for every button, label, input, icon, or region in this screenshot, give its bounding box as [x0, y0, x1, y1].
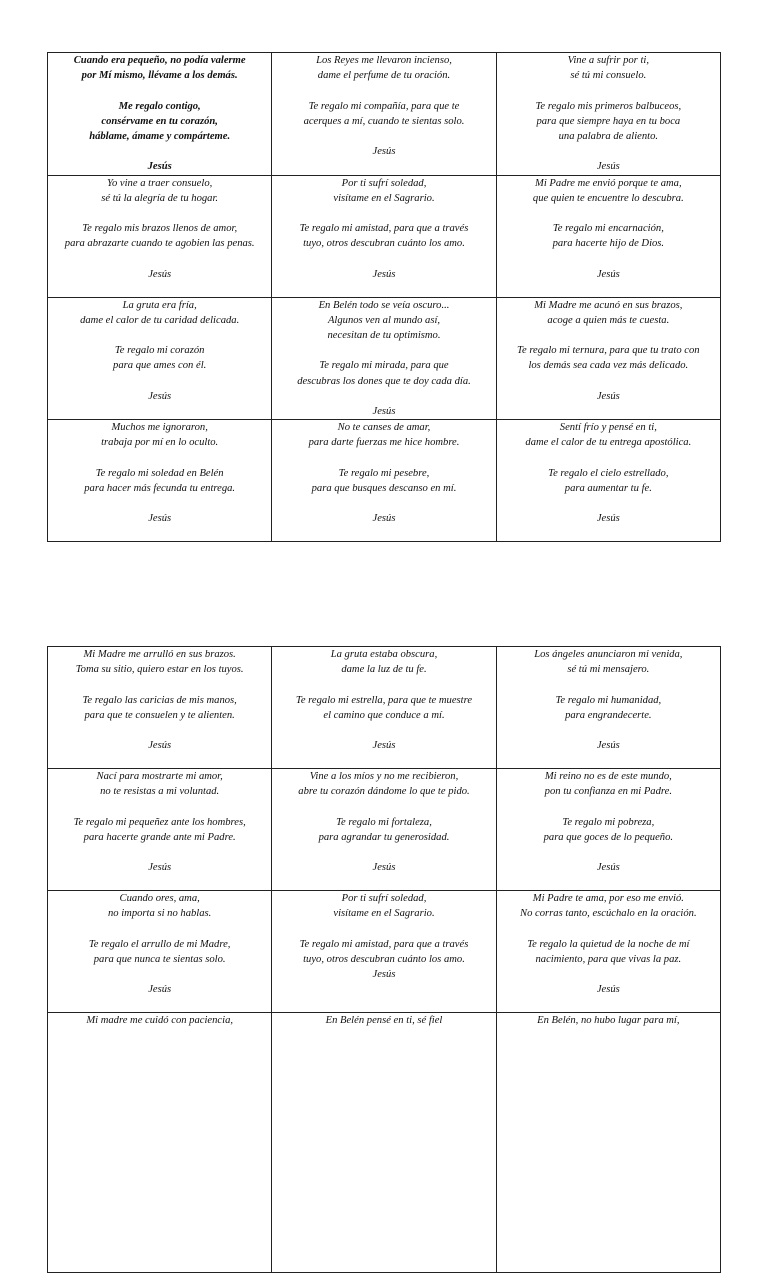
line-spacer	[50, 83, 269, 98]
card	[272, 1013, 496, 1273]
card-signature: Jesús	[596, 268, 620, 280]
card-row	[48, 769, 721, 891]
line-spacer	[499, 374, 718, 389]
card	[48, 175, 272, 297]
card-signature: Jesús	[148, 984, 172, 996]
card-line: Muchos me ignoraron,	[111, 422, 208, 434]
card-line: Te regalo el arrullo de mi Madre,	[88, 938, 231, 950]
card-row	[48, 53, 721, 176]
card	[496, 769, 720, 891]
card-line: Mi Padre me envió porque te ama,	[535, 177, 682, 189]
card-sheet-top	[47, 52, 721, 542]
line-spacer	[274, 389, 493, 404]
line-spacer	[274, 921, 493, 936]
line-spacer	[499, 967, 718, 982]
card-line: Toma su sitio, quiero estar en los tuyos.	[75, 664, 244, 676]
line-spacer	[50, 374, 269, 389]
card-line: no te resistas a mi voluntad.	[100, 786, 220, 798]
line-spacer	[274, 799, 493, 814]
line-spacer	[274, 343, 493, 358]
card-line: Te regalo mi compañía, para que te	[308, 100, 460, 112]
card-line: Mi Madre me acunó en sus brazos,	[534, 299, 683, 311]
card-signature: Jesús	[372, 862, 396, 874]
card-line: Te regalo las caricias de mis manos,	[82, 694, 237, 706]
card	[48, 769, 272, 891]
card-line: Los Reyes me llevaron incienso,	[316, 55, 452, 66]
card-line: No te canses de amar,	[337, 422, 431, 434]
card-line: nacimiento, para que vivas la paz.	[535, 953, 682, 965]
line-spacer	[274, 129, 493, 144]
card-line: Te regalo mi pesebre,	[338, 467, 430, 479]
card-line: para aumentar tu fe.	[564, 482, 652, 494]
line-spacer	[274, 496, 493, 511]
card-line: Te regalo mi soledad en Belén	[95, 467, 224, 479]
line-spacer	[50, 144, 269, 159]
card-line: descubras los dones que te doy cada día.	[297, 375, 471, 387]
card-line: que quien te encuentre lo descubra.	[532, 192, 684, 204]
card-line: para hacerte hijo de Dios.	[552, 238, 665, 250]
card-line: no importa si no hablas.	[108, 908, 212, 920]
card-line: Mi madre me cuidó con paciencia,	[86, 1015, 234, 1026]
card-signature: Jesús	[372, 513, 396, 525]
card-line: dame el calor de tu caridad delicada.	[80, 314, 240, 326]
card-line: Algunos ven al mundo así,	[327, 314, 441, 326]
card-line: para engrandecerte.	[565, 709, 652, 721]
card-line: para que te consuelen y te alienten.	[84, 709, 235, 721]
card-line: Nací para mostrarte mi amor,	[96, 771, 223, 782]
card-line: abre tu corazón dándome lo que te pido.	[298, 786, 470, 798]
line-spacer	[50, 967, 269, 982]
card-line: tuyo, otros descubran cuánto los amo.	[303, 953, 465, 965]
card-line: Te regalo mi encarnación,	[552, 223, 664, 235]
card-line: visítame en el Sagrario.	[333, 192, 435, 204]
card-row	[48, 420, 721, 542]
card	[48, 1013, 272, 1273]
line-spacer	[274, 206, 493, 221]
card	[496, 53, 720, 176]
card-line: La gruta estaba obscura,	[330, 649, 438, 660]
line-spacer	[499, 252, 718, 267]
line-spacer	[274, 451, 493, 466]
card	[48, 647, 272, 769]
card-row	[48, 1013, 721, 1273]
card-line: para hacerte grande ante mi Padre.	[83, 831, 236, 843]
card-line: dame el perfume de tu oración.	[317, 70, 451, 82]
card-signature: Jesús	[596, 513, 620, 525]
card	[272, 175, 496, 297]
card-line: Te regalo mi mirada, para que	[319, 360, 449, 372]
card-line: necesitan de tu optimismo.	[327, 330, 441, 341]
card-line: Vine a los míos y no me recibieron,	[309, 771, 459, 782]
card	[272, 769, 496, 891]
card-line: una palabra de aliento.	[558, 131, 659, 142]
line-spacer	[499, 206, 718, 221]
line-spacer	[50, 845, 269, 860]
card-line: para que ames con él.	[113, 360, 207, 372]
card	[272, 297, 496, 420]
card	[496, 1013, 720, 1273]
card-line: para que siempre haya en tu boca	[536, 115, 681, 127]
card-row	[48, 175, 721, 297]
line-spacer	[50, 723, 269, 738]
line-spacer	[50, 328, 269, 343]
card-line: Te regalo mi humanidad,	[555, 694, 662, 706]
card	[496, 297, 720, 420]
card-signature: Jesús	[372, 969, 396, 980]
card	[496, 647, 720, 769]
card-line: dame la luz de tu fe.	[341, 664, 427, 676]
card-line: La gruta era fría,	[122, 299, 197, 311]
card-signature: Jesús	[148, 862, 172, 874]
card-line: consérvame en tu corazón,	[101, 115, 218, 127]
line-spacer	[499, 723, 718, 738]
card-signature: Jesús	[596, 862, 620, 874]
card-line: Por ti sufrí soledad,	[341, 893, 427, 904]
card-line: Me regalo contigo,	[118, 100, 201, 112]
card-signature: Jesús	[148, 740, 172, 752]
card-line: Mi Padre te ama, por eso me envió.	[532, 893, 684, 904]
card-line: En Belén, no hubo lugar para mí,	[537, 1015, 680, 1026]
card-line: Yo vine a traer consuelo,	[107, 177, 213, 189]
card-line: para hacer más fecunda tu entrega.	[84, 482, 236, 494]
card-line: los demás sea cada vez más delicado.	[528, 360, 689, 372]
card	[48, 53, 272, 176]
card-line: Sentí frío y pensé en ti,	[559, 422, 657, 434]
card-line: sé tú mi mensajero.	[567, 664, 650, 676]
card-signature: Jesús	[596, 390, 620, 402]
card-signature: Jesús	[372, 740, 396, 752]
card-signature: Jesús	[372, 146, 396, 158]
card-line: sé tú la alegría de tu hogar.	[101, 192, 219, 204]
card-line: visítame en el Sagrario.	[333, 908, 435, 920]
card-signature: Jesús	[372, 268, 396, 280]
line-spacer	[499, 496, 718, 511]
card-line: Mi reino no es de este mundo,	[544, 771, 672, 782]
card-line: acerques a mí, cuando te sientas solo.	[303, 115, 465, 127]
card-signature: Jesús	[148, 268, 172, 280]
card-signature: Jesús	[147, 161, 172, 173]
card	[272, 647, 496, 769]
card-line: para darte fuerzas me hice hombre.	[308, 437, 460, 449]
card-line: Te regalo mis primeros balbuceos,	[535, 100, 682, 112]
line-spacer	[499, 799, 718, 814]
card-line: En Belén todo se veía oscuro...	[318, 299, 450, 311]
card-line: Cuando ores, ama,	[119, 893, 200, 904]
card-row	[48, 891, 721, 1013]
line-spacer	[499, 451, 718, 466]
line-spacer	[50, 252, 269, 267]
line-spacer	[499, 144, 718, 159]
card	[48, 420, 272, 542]
card-line: Te regalo el cielo estrellado,	[548, 467, 669, 479]
card-line: trabaja por mí en lo oculto.	[101, 437, 219, 449]
card	[48, 891, 272, 1013]
card-line: Te regalo mi pobreza,	[562, 816, 655, 828]
card	[496, 175, 720, 297]
card	[272, 53, 496, 176]
card-line: Te regalo mi pequeñez ante los hombres,	[73, 816, 246, 828]
card-line: para abrazarte cuando te agobien las penas.	[64, 238, 255, 250]
card-line: En Belén pensé en ti, sé fiel	[325, 1015, 443, 1026]
card-line: Te regalo mi corazón	[114, 345, 205, 357]
line-spacer	[274, 252, 493, 267]
card-line: háblame, ámame y compárteme.	[89, 131, 231, 142]
line-spacer	[50, 206, 269, 221]
line-spacer	[499, 921, 718, 936]
card-line: para que busques descanso en mí.	[311, 482, 457, 494]
card	[48, 297, 272, 420]
card	[272, 891, 496, 1013]
card-line: por Mí mismo, llévame a los demás.	[81, 70, 238, 82]
card-line: dame el calor de tu entrega apostólica.	[525, 437, 692, 449]
line-spacer	[499, 83, 718, 98]
card-line: Te regalo mi amistad, para que a través	[299, 223, 469, 235]
card-signature: Jesús	[596, 161, 620, 173]
card-line: Vine a sufrir por ti,	[567, 55, 649, 66]
card-line: Mi Madre me arrulló en sus brazos.	[83, 649, 236, 660]
card-signature: Jesús	[148, 390, 172, 402]
card-line: el camino que conduce a mí.	[323, 709, 445, 721]
line-spacer	[499, 328, 718, 343]
line-spacer	[274, 677, 493, 692]
card-line: para agrandar tu generosidad.	[318, 831, 450, 843]
card-line: Te regalo mis brazos llenos de amor,	[82, 223, 238, 235]
card-line: Te regalo mi estrella, para que te muestre	[295, 694, 473, 706]
card-line: Los ángeles anunciaron mi venida,	[534, 649, 683, 660]
card-row	[48, 297, 721, 420]
card-line: para que goces de lo pequeño.	[543, 831, 674, 843]
line-spacer	[50, 496, 269, 511]
card-line: sé tú mi consuelo.	[570, 70, 647, 82]
card-line: Por ti sufrí soledad,	[341, 177, 427, 189]
card-line: Te regalo mi ternura, para que tu trato con	[517, 345, 700, 357]
card-line: tuyo, otros descubran cuánto los amo.	[303, 238, 465, 250]
card-signature: Jesús	[596, 984, 620, 996]
card-signature: Jesús	[596, 740, 620, 752]
line-spacer	[274, 723, 493, 738]
line-spacer	[499, 677, 718, 692]
card-line: Te regalo mi fortaleza,	[336, 816, 432, 828]
card-sheet-bottom	[47, 646, 721, 1273]
card-line: Te regalo la quietud de la noche de mí	[527, 938, 690, 950]
card-line: Cuando era pequeño, no podía valerme	[73, 55, 246, 66]
line-spacer	[274, 845, 493, 860]
card-line: para que nunca te sientas solo.	[93, 953, 226, 965]
card-signature: Jesús	[148, 513, 172, 525]
line-spacer	[50, 451, 269, 466]
card-line: pon tu confianza en mi Padre.	[544, 786, 672, 798]
line-spacer	[50, 677, 269, 692]
line-spacer	[50, 921, 269, 936]
card-line: acoge a quien más te cuesta.	[547, 314, 670, 326]
line-spacer	[499, 845, 718, 860]
line-spacer	[50, 799, 269, 814]
card-line: No corras tanto, escúchalo en la oración.	[520, 908, 697, 920]
card-line: Te regalo mi amistad, para que a través	[299, 938, 469, 950]
card-signature: Jesús	[372, 405, 396, 417]
card	[496, 891, 720, 1013]
card	[496, 420, 720, 542]
line-spacer	[274, 83, 493, 98]
card-row	[48, 647, 721, 769]
card	[272, 420, 496, 542]
